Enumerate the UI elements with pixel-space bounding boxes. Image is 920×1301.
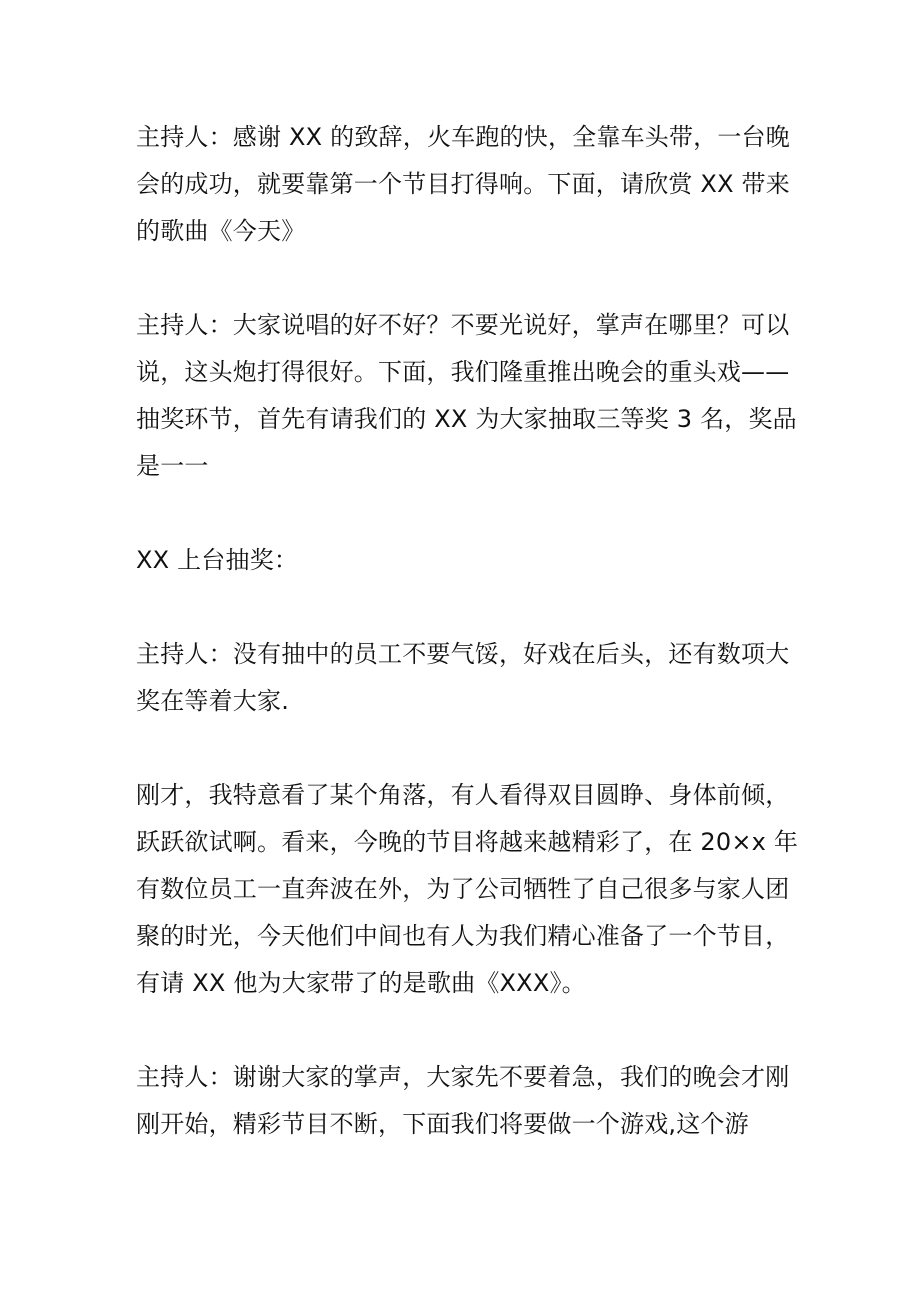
- paragraph-6: 主持人：谢谢大家的掌声，大家先不要着急，我们的晚会才刚刚开始，精彩节目不断，下面我们将要做一个游戏,这个游: [136, 1063, 790, 1138]
- document-body: [136, 114, 806, 1148]
- paragraph-1: 主持人：感谢 XX 的致辞，火车跑的快，全靠车头带，一台晚会的成功，就要靠第一个节目打得响。下面，请欣赏 XX 带来的歌曲《今天》: [136, 123, 790, 245]
- paragraph-4: 主持人：没有抽中的员工不要气馁，好戏在后头，还有数项大奖在等着大家.: [136, 640, 790, 715]
- paragraph-2: 主持人：大家说唱的好不好？不要光说好，掌声在哪里？可以说，这头炮打得很好。下面，我们隆重推出晚会的重头戏——抽奖环节，首先有请我们的 XX 为大家抽取三等奖 3 名，奖品是一一: [136, 311, 797, 480]
- paragraph-3: XX 上台抽奖：: [136, 546, 299, 574]
- paragraph-5: 刚才，我特意看了某个角落，有人看得双目圆睁、身体前倾，跃跃欲试啊。看来，今晚的节目将越来越精彩了，在 20×x 年有数位员工一直奔波在外，为了公司牺牲了自己很多与家人团聚的时光，今天他们中间也有人为我们精心准备了一个节目，有请 XX 他为大家带了的是歌曲《XXX》。: [136, 781, 799, 997]
